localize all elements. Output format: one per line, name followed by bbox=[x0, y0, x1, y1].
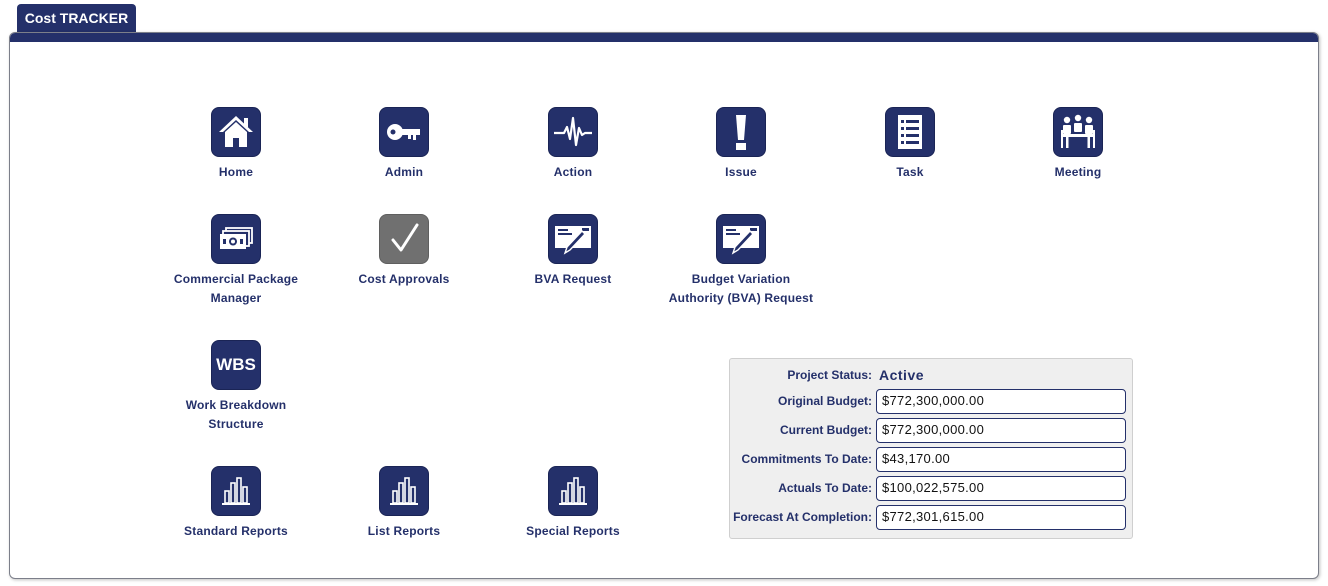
project-status-label: Project Status: bbox=[787, 368, 872, 382]
module-label bbox=[661, 270, 821, 308]
wbs-icon bbox=[211, 340, 261, 390]
module-budget-variation-authority-request[interactable] bbox=[661, 214, 821, 308]
actuals-to-date-label: Actuals To Date: bbox=[778, 481, 872, 495]
money-icon bbox=[211, 214, 261, 264]
home-icon bbox=[211, 107, 261, 157]
key-icon bbox=[379, 107, 429, 157]
module-label: BVA Request bbox=[534, 272, 612, 286]
original-budget-row bbox=[730, 389, 1132, 414]
checkmark-icon bbox=[379, 214, 429, 264]
module-label: Task bbox=[896, 165, 924, 179]
module-label-line1: Commercial Package bbox=[173, 272, 299, 286]
document-pen-icon bbox=[716, 214, 766, 264]
module-label: List Reports bbox=[367, 524, 441, 538]
module-label: Standard Reports bbox=[184, 524, 288, 538]
wbs-icon-text: WBS bbox=[216, 355, 256, 374]
pulse-icon bbox=[548, 107, 598, 157]
bar-chart-icon bbox=[211, 466, 261, 516]
original-budget-field[interactable]: $772,300,000.00 bbox=[876, 389, 1126, 414]
project-status-panel bbox=[729, 358, 1133, 539]
module-special-reports[interactable] bbox=[493, 466, 653, 541]
module-label-line1: Work Breakdown bbox=[185, 398, 287, 412]
bar-chart-icon bbox=[548, 466, 598, 516]
module-home[interactable] bbox=[156, 107, 316, 182]
document-pen-icon bbox=[548, 214, 598, 264]
module-label-line2: Authority (BVA) Request bbox=[668, 291, 814, 305]
project-status-row bbox=[730, 363, 1132, 388]
module-action[interactable] bbox=[493, 107, 653, 182]
module-label: Admin bbox=[384, 165, 424, 179]
actuals-to-date-row bbox=[730, 476, 1132, 501]
module-label: Home bbox=[218, 165, 254, 179]
forecast-at-completion-label: Forecast At Completion: bbox=[733, 510, 872, 524]
module-admin[interactable] bbox=[324, 107, 484, 182]
module-label: Issue bbox=[725, 165, 757, 179]
current-budget-field[interactable]: $772,300,000.00 bbox=[876, 418, 1126, 443]
module-label bbox=[156, 270, 316, 308]
exclamation-icon bbox=[716, 107, 766, 157]
module-label-line2: Structure bbox=[208, 417, 264, 431]
bar-chart-icon bbox=[379, 466, 429, 516]
module-issue[interactable] bbox=[661, 107, 821, 182]
module-standard-reports[interactable] bbox=[156, 466, 316, 541]
actuals-to-date-field[interactable]: $100,022,575.00 bbox=[876, 476, 1126, 501]
commitments-to-date-field[interactable]: $43,170.00 bbox=[876, 447, 1126, 472]
module-label bbox=[156, 396, 316, 434]
module-label: Meeting bbox=[1054, 165, 1102, 179]
module-label: Action bbox=[553, 165, 593, 179]
panel-header-bar bbox=[10, 33, 1318, 42]
module-commercial-package-manager[interactable] bbox=[156, 214, 316, 308]
project-status-value: Active bbox=[879, 367, 925, 383]
module-task[interactable] bbox=[830, 107, 990, 182]
module-work-breakdown-structure[interactable] bbox=[156, 340, 316, 434]
module-cost-approvals[interactable] bbox=[324, 214, 484, 289]
module-meeting[interactable] bbox=[998, 107, 1158, 182]
meeting-icon bbox=[1053, 107, 1103, 157]
commitments-to-date-row bbox=[730, 447, 1132, 472]
module-label-line2: Manager bbox=[210, 291, 262, 305]
current-budget-label: Current Budget: bbox=[780, 423, 872, 437]
module-bva-request[interactable] bbox=[493, 214, 653, 289]
current-budget-row bbox=[730, 418, 1132, 443]
original-budget-label: Original Budget: bbox=[778, 394, 872, 408]
module-label-line1: Budget Variation bbox=[691, 272, 791, 286]
module-label: Cost Approvals bbox=[358, 272, 450, 286]
module-list-reports[interactable] bbox=[324, 466, 484, 541]
commitments-to-date-label: Commitments To Date: bbox=[741, 452, 872, 466]
forecast-at-completion-field[interactable]: $772,301,615.00 bbox=[876, 505, 1126, 530]
app-title-tab: Cost TRACKER bbox=[17, 4, 136, 32]
checklist-icon bbox=[885, 107, 935, 157]
forecast-at-completion-row bbox=[730, 505, 1132, 530]
module-label: Special Reports bbox=[526, 524, 620, 538]
